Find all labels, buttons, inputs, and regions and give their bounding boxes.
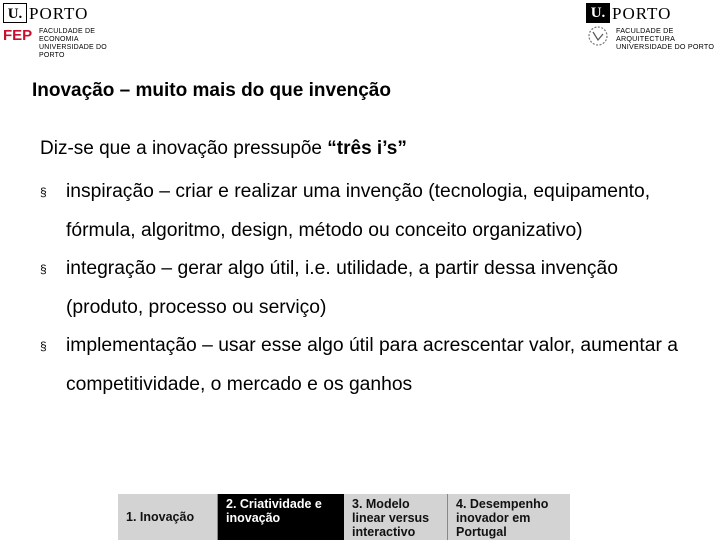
logo-faculty-line-2: UNIVERSIDADE DO PORTO xyxy=(39,44,107,59)
list-item xyxy=(40,327,680,404)
bullet-text: inspiração – criar e realizar uma invenção (tecnologia, equipamento, fórmula, algoritmo, design, método ou conceito organizativo) xyxy=(66,181,651,241)
bullet-marker: § xyxy=(40,339,47,353)
nav-item-desempenho[interactable]: 4. Desempenho inovador em Portugal xyxy=(456,497,549,539)
list-item xyxy=(40,250,680,327)
logo-porto-text: PORTO xyxy=(29,4,89,23)
bullet-list xyxy=(40,173,680,404)
logo-faculty-line-1: FACULDADE DE ECONOMIA xyxy=(39,28,96,43)
slide-intro xyxy=(40,138,407,160)
bullet-marker: § xyxy=(40,262,47,276)
section-nav xyxy=(118,494,570,540)
logo-faculty-lines xyxy=(616,27,718,51)
slide-title: Inovação – muito mais do que invenção xyxy=(32,80,391,101)
bullet-text: implementação – usar esse algo útil para acrescentar valor, aumentar a competitividade, o mercado e os ganhos xyxy=(66,335,678,395)
logo-faculty-line-2: UNIVERSIDADE DO PORTO xyxy=(616,42,715,51)
nav-item-inovacao[interactable]: 1. Inovação xyxy=(118,494,218,540)
logo-faculty-lines xyxy=(39,28,121,60)
list-item xyxy=(40,173,680,250)
arch-emblem-icon xyxy=(587,25,609,47)
logo-fep-mark: FEP xyxy=(3,27,33,44)
logo-porto-text: PORTO xyxy=(612,4,672,23)
bullet-text: integração – gerar algo útil, i.e. utilidade, a partir dessa invenção (produto, processo ou serviço) xyxy=(66,258,618,318)
nav-item-criatividade[interactable]: 2. Criatividade e inovação xyxy=(218,494,344,540)
logo-u-mark: U. xyxy=(586,3,610,23)
logo-faculty-line-1: FACULDADE DE ARQUITECTURA xyxy=(616,26,676,43)
fep-logo xyxy=(3,3,121,59)
bullet-marker: § xyxy=(40,185,47,199)
intro-text: Diz-se que a inovação pressupõe xyxy=(40,138,328,159)
intro-emphasis: “três i’s” xyxy=(327,138,407,159)
fa-logo xyxy=(586,3,718,51)
nav-item-modelo[interactable]: 3. Modelo linear versus interactivo xyxy=(344,494,448,540)
logo-u-mark: U. xyxy=(3,3,27,23)
